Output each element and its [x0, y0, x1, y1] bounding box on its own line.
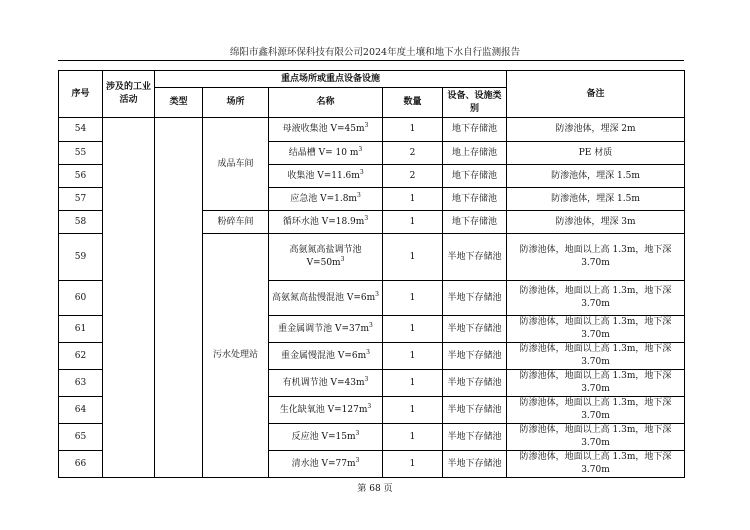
cell-place-finished-goods: 成品车间 — [203, 118, 269, 211]
cell-name: 母液收集池 $V=45m^3$ — [269, 118, 383, 142]
col-header-group: 重点场所或重点设备设施 — [155, 71, 507, 88]
cell-category: 半地下存储池 — [443, 370, 507, 397]
cell-category: 半地下存储池 — [443, 424, 507, 451]
cell-remark: 防渗池体，埋深 2m — [507, 118, 685, 142]
header-rule — [58, 60, 684, 61]
cell-name: 高氨氮高盐慢混池 $V=6m^3$ — [269, 281, 383, 316]
col-header-activity: 涉及的工业活动 — [103, 71, 155, 118]
cell-place-sewage: 污水处理站 — [203, 234, 269, 478]
col-header-type: 类型 — [155, 88, 203, 118]
cell-category: 地下存储池 — [443, 188, 507, 211]
cell-seq: 57 — [59, 188, 103, 211]
cell-seq: 55 — [59, 142, 103, 165]
cell-name: 收集池 $V=11.6m^3$ — [269, 165, 383, 188]
cell-name: 循环水池 $V=18.9m^3$ — [269, 211, 383, 234]
cell-name: 应急池 $V=1.8m^3$ — [269, 188, 383, 211]
cell-remark: 防渗池体，埋深 1.5m — [507, 165, 685, 188]
cell-remark: 防渗池体，地面以上高 1.3m，地下深 3.70m — [507, 316, 685, 343]
cell-remark: 防渗池体，埋深 3m — [507, 211, 685, 234]
cell-qty: 1 — [383, 211, 443, 234]
col-header-place: 场所 — [203, 88, 269, 118]
cell-category: 半地下存储池 — [443, 281, 507, 316]
col-header-remark: 备注 — [507, 71, 685, 118]
cell-seq: 60 — [59, 281, 103, 316]
cell-name: 反应池 $V=15m^3$ — [269, 424, 383, 451]
cell-remark: PE 材质 — [507, 142, 685, 165]
cell-category: 半地下存储池 — [443, 451, 507, 478]
cell-qty: 1 — [383, 424, 443, 451]
cell-qty: 1 — [383, 234, 443, 281]
cell-qty: 1 — [383, 118, 443, 142]
cell-category: 地下存储池 — [443, 165, 507, 188]
cell-qty: 1 — [383, 188, 443, 211]
cell-remark: 防渗池体，地面以上高 1.3m，地下深 3.70m — [507, 234, 685, 281]
cell-category: 地上存储池 — [443, 142, 507, 165]
cell-name: 清水池 $V=77m^3$ — [269, 451, 383, 478]
cell-category: 地下存储池 — [443, 211, 507, 234]
cell-qty: 1 — [383, 343, 443, 370]
col-header-category: 设备、设施类别 — [443, 88, 507, 118]
cell-category: 半地下存储池 — [443, 343, 507, 370]
cell-seq: 59 — [59, 234, 103, 281]
table-row — [59, 118, 685, 142]
cell-category: 半地下存储池 — [443, 234, 507, 281]
cell-seq: 63 — [59, 370, 103, 397]
cell-qty: 1 — [383, 397, 443, 424]
cell-remark: 防渗池体，地面以上高 1.3m，地下深 3.70m — [507, 424, 685, 451]
cell-seq: 66 — [59, 451, 103, 478]
cell-remark: 防渗池体，地面以上高 1.3m，地下深 3.70m — [507, 343, 685, 370]
page-number: 第 68 页 — [357, 484, 393, 494]
document-header: 绵阳市鑫科源环保科技有限公司2024年度土壤和地下水自行监测报告 — [229, 47, 521, 58]
cell-activity — [103, 118, 155, 478]
cell-seq: 54 — [59, 118, 103, 142]
cell-name: 有机调节池 $V=43m^3$ — [269, 370, 383, 397]
col-header-name: 名称 — [269, 88, 383, 118]
cell-qty: 1 — [383, 370, 443, 397]
header-row-1 — [59, 71, 685, 88]
cell-qty: 1 — [383, 281, 443, 316]
cell-name: 高氨氮高盐调节池 $V=50m^3$ — [269, 234, 383, 281]
cell-category: 半地下存储池 — [443, 397, 507, 424]
cell-seq: 56 — [59, 165, 103, 188]
cell-seq: 64 — [59, 397, 103, 424]
facility-table — [58, 70, 685, 478]
cell-category: 地下存储池 — [443, 118, 507, 142]
cell-seq: 62 — [59, 343, 103, 370]
cell-name: 生化缺氧池 $V=127m^3$ — [269, 397, 383, 424]
cell-category: 半地下存储池 — [443, 316, 507, 343]
cell-qty: 1 — [383, 451, 443, 478]
cell-qty: 1 — [383, 316, 443, 343]
cell-seq: 65 — [59, 424, 103, 451]
col-header-qty: 数量 — [383, 88, 443, 118]
cell-place-crushing: 粉碎车间 — [203, 211, 269, 234]
cell-remark: 防渗池体，地面以上高 1.3m，地下深 3.70m — [507, 370, 685, 397]
cell-name: 重金属调节池 $V=37m^3$ — [269, 316, 383, 343]
cell-qty: 2 — [383, 142, 443, 165]
col-header-seq: 序号 — [59, 71, 103, 118]
cell-remark: 防渗池体，地面以上高 1.3m，地下深 3.70m — [507, 281, 685, 316]
cell-remark: 防渗池体，地面以上高 1.3m，地下深 3.70m — [507, 397, 685, 424]
cell-type — [155, 118, 203, 478]
cell-remark: 防渗池体，埋深 1.5m — [507, 188, 685, 211]
cell-seq: 61 — [59, 316, 103, 343]
cell-name: 结晶槽 V= 10 $m^3$ — [269, 142, 383, 165]
cell-remark: 防渗池体，地面以上高 1.3m，地下深 3.70m — [507, 451, 685, 478]
cell-qty: 2 — [383, 165, 443, 188]
cell-seq: 58 — [59, 211, 103, 234]
cell-name: 重金属慢混池 $V=6m^3$ — [269, 343, 383, 370]
